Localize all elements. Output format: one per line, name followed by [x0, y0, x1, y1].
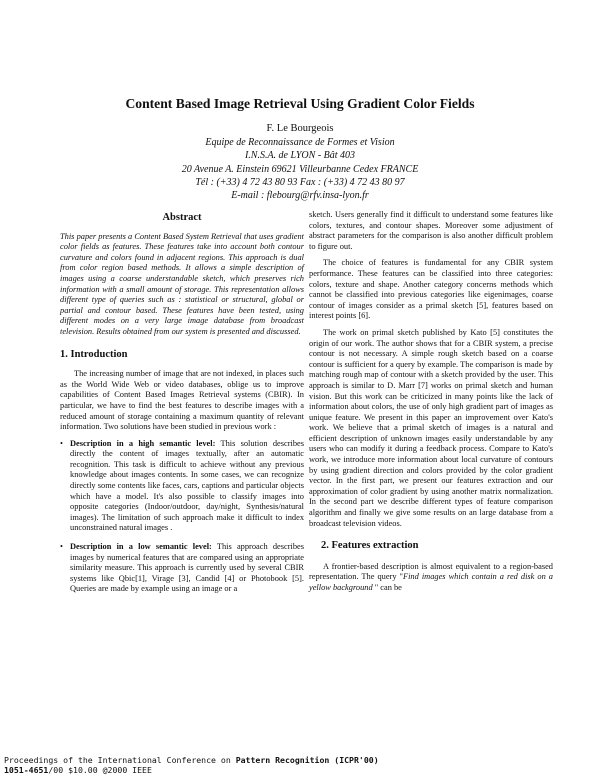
left-column — [60, 213, 304, 603]
footer-price: /00 $10.00 @2000 IEEE — [48, 764, 152, 775]
paper-title: Content Based Image Retrieval Using Gradient Color Fields — [125, 96, 475, 111]
bullet-heading: Description in a high semantic level: — [70, 438, 216, 448]
author-block — [0, 122, 600, 202]
section-heading-introduction: 1. Introduction — [60, 348, 128, 360]
features-query-text: Find images which contain a red disk on a yellow background — [309, 572, 553, 592]
abstract-heading: Abstract — [162, 212, 202, 223]
footer-prefix: Proceedings of the International Conference on — [4, 755, 236, 765]
author-name: F. Le Bourgeois — [266, 123, 334, 134]
affiliation-line: 20 Avenue A. Einstein 69621 Villeurbanne Cedex FRANCE — [181, 163, 419, 175]
body-paragraph: The choice of features is fundamental for any CBIR system performance. These features can be classified into three categories: colors, texture and shape. Another category concerns methods which cannot be classified into previous categories like eigenimages, coarse contour of images consider as a primal sketch [5], features based on interest points [6]. — [309, 258, 553, 321]
footer-issn: 1051-4651 — [4, 764, 49, 775]
features-text-start: A frontier-based description is almost equivalent to a region-based representation. The query " — [309, 561, 553, 582]
affiliation-email: E-mail : flebourg@rfv.insa-lyon.fr — [231, 190, 369, 202]
bullet-icon: • — [60, 542, 63, 552]
body-paragraph: sketch. Users generally find it difficult to understand some features like colors, textures, and contour shapes. Moreover some adjustment of abstract parameters for the comparison is also another difficult problem to figure out. — [309, 210, 553, 251]
right-column — [309, 210, 553, 600]
intro-paragraph: The increasing number of image that are not indexed, in places such as the World Wide Web or video databases, oblige us to improve capabilities of Content Based Images Retrieval systems (CBIR). In particular, we have to find the best features to describe images with a reduced amount of storage containing a maximum quantity of relevant information. Two solutions have been studied in previous work : — [60, 369, 304, 432]
affiliation-line: Tél : (+33) 4 72 43 80 93 Fax : (+33) 4 72 43 80 97 — [195, 176, 405, 188]
bullet-text: This approach describes images by numerical features that are compared using an appropriate similarity measure. This approach is currently used by several CBIR systems like Qbic[1], Virage [3], Candid [4] or Photobook [5]. Queries are made by example using an image or a — [70, 542, 304, 594]
footer-conference: Pattern Recognition (ICPR'00) — [235, 755, 379, 765]
features-paragraph — [309, 562, 553, 594]
affiliation-line: I.N.S.A. de LYON - Bât 403 — [244, 150, 356, 162]
affiliation-line: Equipe de Reconnaissance de Formes et Vision — [205, 137, 395, 149]
list-item — [60, 542, 304, 595]
bullet-heading: Description in a low semantic level: — [70, 542, 212, 552]
footer — [4, 756, 379, 775]
bullet-text: This solution describes directly the content of images textually, after an automatic recognition. This task is difficult to achieve without any previous knowledge about images contents. In some cases, we can recognize directly some contents like faces, cars, captions and particular objects which have a model. It's also possible to classify images into opposite categories (Indoor/outdoor, day/night, Synthesis/natural images). The limitation of such approach make it difficult to index unconstrained natural images . — [70, 438, 304, 533]
body-paragraph: The work on primal sketch published by Kato [5] constitutes the origin of our work. The author shows that for a CBIR system, a precise contour is not necessary. A simple rough sketch based on a coarse contour is sufficient for a query by example. The comparison is made by matching rough map of contour with a sketch provided by the user. This approach is similar to D. Marr [7] works on primal sketch and human vision. But this work can be criticized in many points like the lack of information about colors, the use of only high gradient part of images as unique feature. We present in this paper an improvement over Kato's work. We believe that a primal sketch of images is a natural and efficient description of unknown images easily understandable by any users who can modify it during a feedback process. Compare to Kato's work, we introduce more information about local curvature of contours by using gradient direction and colors provided by the color gradient vector. In the first part, we present our features extraction and our approximation of color gradient by using another matrix normalization. In the second part we describe different types of feature comparison algorithm and finally we give some results on an large database from a broadcast television videos. — [309, 327, 553, 528]
features-text-end: " can be — [372, 583, 402, 592]
list-item — [60, 439, 304, 534]
section-heading-features: 2. Features extraction — [321, 540, 419, 552]
footer-copyright — [4, 766, 379, 776]
bullet-icon: • — [60, 438, 63, 448]
bullet-list — [60, 439, 304, 595]
abstract-text: This paper presents a Content Based System Retrieval that uses gradient color fields as features. These features take into account both contour curvature and colors found in adjacent regions. This approach is dual from color region based methods. It allows a simple description of images using a coarse understandable sketch, which preserves rich information with a small amount of storage. This representation allows different type of queries such as : statistical or structural, global or partial and contour based. These features have been tested, using different modes on a very large image database from broadcast television. Results obtained from our system is presented and discussed. — [60, 231, 304, 336]
